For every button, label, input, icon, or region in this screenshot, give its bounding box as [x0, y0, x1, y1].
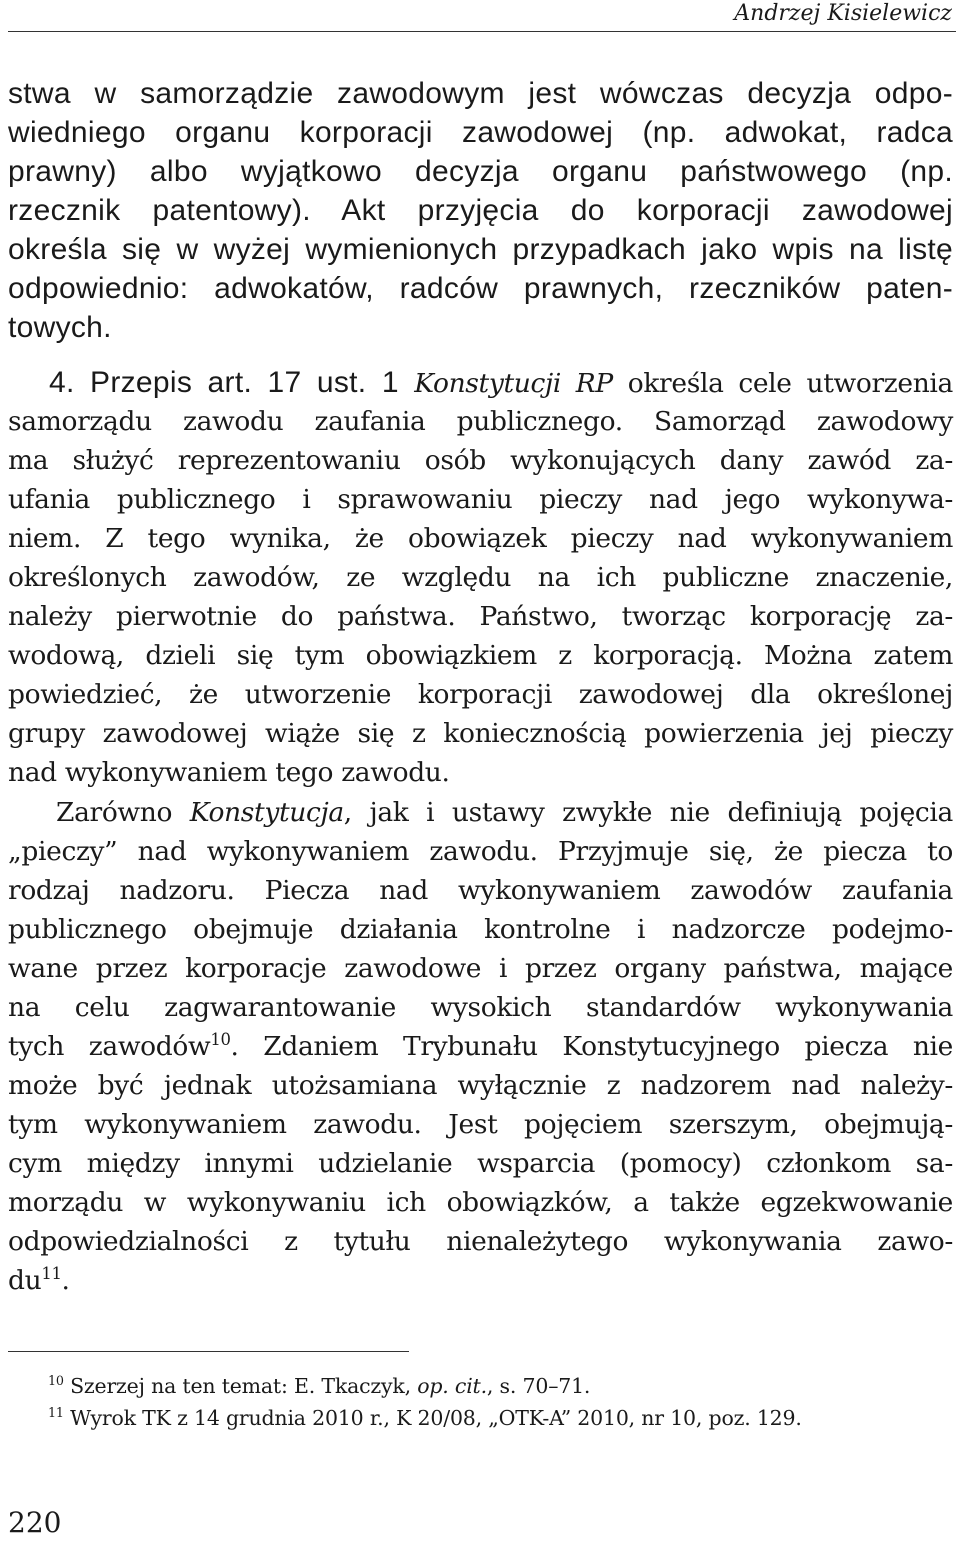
text-line: na celu zagwarantowanie wysokich standardów wykonywania	[8, 992, 953, 1023]
footnote-number: 10	[48, 1373, 64, 1389]
header-rule	[8, 31, 956, 32]
text-line: niem. Z tego wynika, że obowiązek pieczy nad wykonywaniem	[8, 523, 953, 554]
text-line: towych.	[8, 311, 112, 344]
text-line: może być jednak utożsamiana wyłącznie z nadzorem nad należy-	[8, 1070, 953, 1101]
text-line: prawny) albo wyjątkowo decyzja organu państwowego (np.	[8, 155, 953, 188]
running-head-author: Andrzej Kisielewicz	[734, 1, 952, 26]
footnote-rule	[8, 1351, 409, 1352]
text-line: określa się w wyżej wymienionych przypadkach jako wpis na listę	[8, 233, 953, 266]
text-line: cym między innymi udzielanie wsparcia (pomocy) członkom sa-	[8, 1148, 953, 1179]
text-line: należy pierwotnie do państwa. Państwo, tworząc korporację za-	[8, 601, 953, 632]
text-line: wodową, dzieli się tym obowiązkiem z korporacją. Można zatem	[8, 640, 953, 671]
footnote: $^{11}$ Wyrok TK z 14 grudnia 2010 r., K 20/08, „OTK-A” 2010, nr 10, poz. 129.	[48, 1405, 802, 1430]
footnote-number: 11	[48, 1405, 64, 1421]
text-line: określonych zawodów, ze względu na ich publiczne znaczenie,	[8, 562, 953, 593]
text-line: ufania publicznego i sprawowaniu pieczy nad jego wykonywa-	[8, 484, 953, 515]
text-line: nad wykonywaniem tego zawodu.	[8, 757, 450, 788]
text-line: Zarówno Konstytucja, jak i ustawy zwykłe nie definiują pojęcia	[56, 797, 953, 828]
text-line: $du^{11}$.	[8, 1264, 70, 1296]
text-line: odpowiednio: adwokatów, radców prawnych, rzeczników paten-	[8, 272, 953, 305]
text-line: 4. Przepis art. 17 ust. 1 Konstytucji RP określa cele utworzenia	[49, 366, 953, 399]
footnote-ref: 10	[210, 1030, 231, 1050]
text-line: samorządu zawodu zaufania publicznego. Samorząd zawodowy	[8, 406, 953, 437]
footnote-ref: 11	[41, 1264, 62, 1284]
text-line: grupy zawodowej wiąże się z koniecznością powierzenia jej pieczy	[8, 718, 953, 749]
text-line: ma służyć reprezentowaniu osób wykonujących dany zawód za-	[8, 445, 953, 476]
text-line: morządu w wykonywaniu ich obowiązków, a także egzekwowanie	[8, 1187, 953, 1218]
text-line: rzecznik patentowy). Akt przyjęcia do korporacji zawodowej	[8, 194, 953, 227]
text-line: wane przez korporacje zawodowe i przez organy państwa, mające	[8, 953, 953, 984]
text-line: „pieczy” nad wykonywaniem zawodu. Przyjmuje się, że piecza to	[8, 836, 953, 867]
page-number: 220	[8, 1506, 62, 1539]
footnote: $^{10}$ Szerzej na ten temat: E. Tkaczyk, op. cit., s. 70–71.	[48, 1373, 591, 1398]
italic-title: Konstytucja	[189, 797, 344, 828]
text-line: tych zawodów$^{10}$. Zdaniem Trybunału Konstytucyjnego piecza nie	[8, 1030, 953, 1062]
text-line: publicznego obejmuje działania kontrolne i nadzorcze podejmo-	[8, 914, 953, 945]
text-line: wiedniego organu korporacji zawodowej (np. adwokat, radca	[8, 116, 953, 149]
text-line: odpowiedzialności z tytułu nienależytego wykonywania zawo-	[8, 1226, 953, 1257]
text-line: stwa w samorządzie zawodowym jest wówczas decyzja odpo-	[8, 77, 953, 110]
text-line: powiedzieć, że utworzenie korporacji zawodowej dla określonej	[8, 679, 953, 710]
text-line: tym wykonywaniem zawodu. Jest pojęciem szerszym, obejmują-	[8, 1109, 953, 1140]
italic-title: Konstytucji RP	[414, 368, 613, 399]
text-line: rodzaj nadzoru. Piecza nad wykonywaniem zawodów zaufania	[8, 875, 953, 906]
